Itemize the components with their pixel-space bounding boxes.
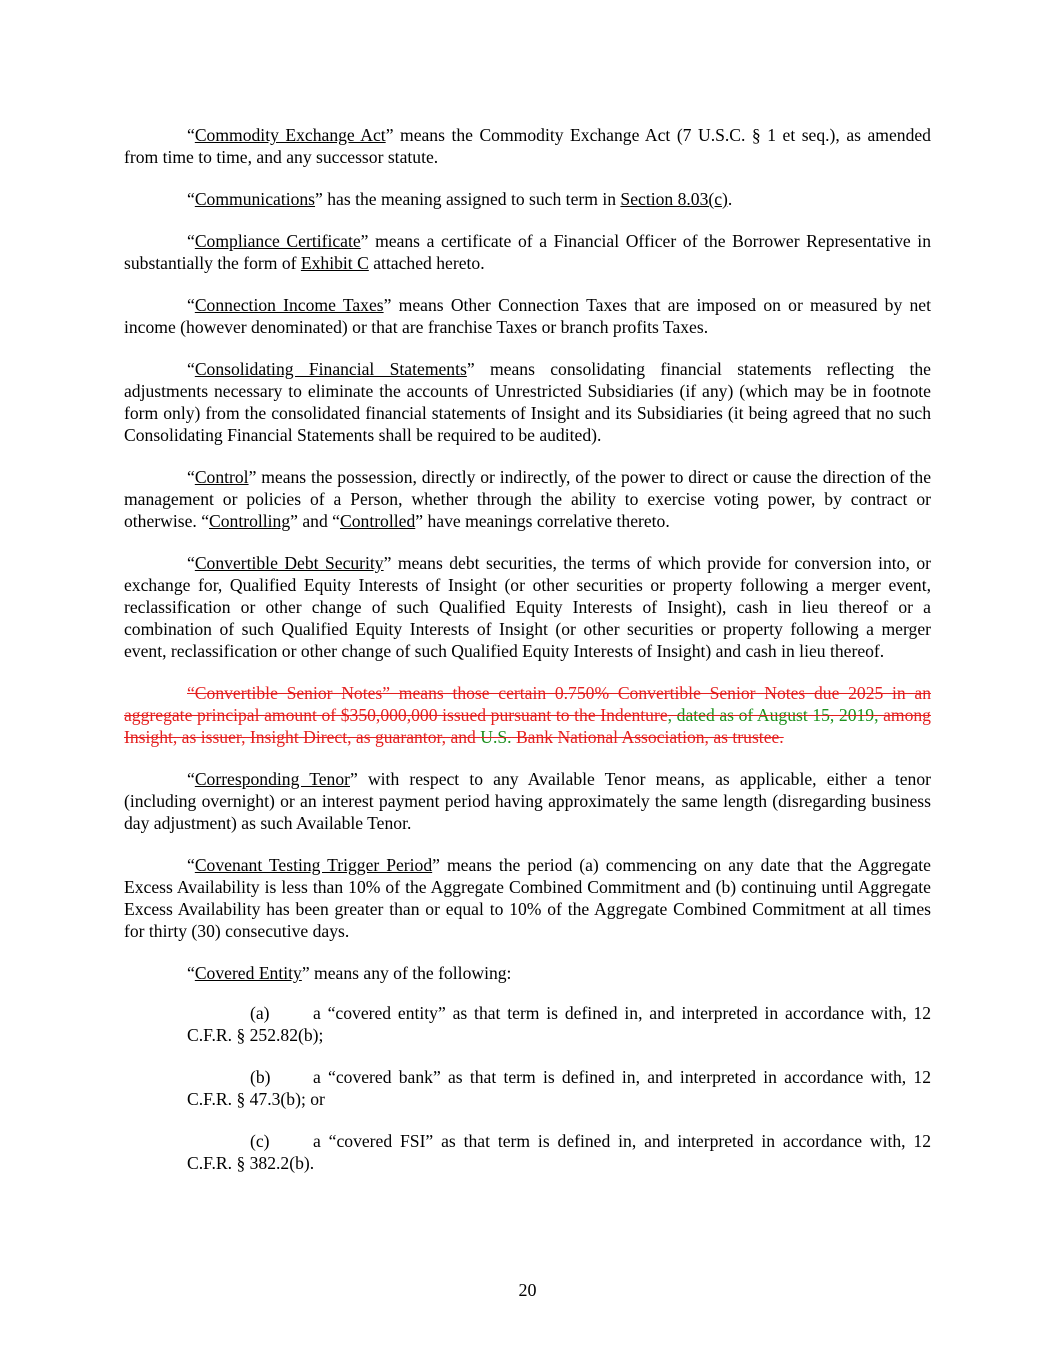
defined-term: Connection Income Taxes [194, 295, 384, 315]
tracked-deletion: among Insight, as issuer, Insight Direct, as guarantor, and [124, 705, 931, 747]
document-body [124, 124, 931, 1194]
tracked-insertion: , dated as of August 15, 2019, [667, 705, 879, 725]
definition-text: means the possession, directly or indirectly, of the power to direct or cause the direction of the management or policies of a Person, whether through the ability to exercise voting power, by contract or otherwise. “ [124, 467, 931, 531]
clause-label: (a) [250, 1003, 270, 1023]
tracked-deletion: “Convertible Senior Notes” means those certain 0.750% Convertible Senior Notes due 2025 in an aggregate principal amount of $350,000,000 issued pursuant to the Indenture [124, 683, 931, 725]
tracked-insertion: U.S. [480, 727, 512, 747]
defined-term: Commodity Exchange Act [194, 125, 386, 145]
definition-covered-entity: “Covered Entity” means any of the following: [187, 963, 512, 983]
defined-term: Convertible Debt Security [194, 553, 384, 573]
definition-control: “Control” means the possession, directly or indirectly, of the power to direct or cause the direction of the management or policies of a Person, whether through the ability to exercise voting power, by contract or otherwise. “Controlling” and “Controlled” have meanings correlative thereto. [124, 467, 931, 531]
clause-b [187, 1066, 931, 1110]
clause-a [187, 1002, 931, 1046]
definition-consolidating-financial-statements: “Consolidating Financial Statements” means consolidating financial statements reflecting the adjustments necessary to eliminate the accounts of Unrestricted Subsidiaries (if any) (which may be in footnote form only) from the consolidated financial statements of Insight and its Subsidiaries (it being agreed that no such Consolidating Financial Statements shall be required to be audited). [124, 359, 931, 445]
definition-text: means the period (a) commencing on any date that the Aggregate Excess Availability is less than 10% of the Aggregate Combined Commitment and (b) continuing until Aggregate Excess Availability has been greater than or equal to 10% of the Aggregate Combined Commitment at all times for thirty (30) consecutive days. [124, 855, 931, 941]
definition-text-end: . [727, 189, 733, 209]
definition-text: means a certificate of a Financial Officer of the Borrower Representative in substantially the form of [124, 231, 931, 273]
definition-text: means any of the following: [309, 963, 512, 983]
defined-term: Covered Entity [194, 963, 302, 983]
tracked-deletion: Bank National Association, as trustee. [511, 727, 784, 747]
definition-text-end: ” have meanings correlative thereto. [415, 511, 670, 531]
definition-commodity-exchange-act: “Commodity Exchange Act” means the Commodity Exchange Act (7 U.S.C. § 1 et seq.), as amended from time to time, and any successor statute. [124, 125, 931, 167]
defined-term: Consolidating Financial Statements [194, 359, 467, 379]
defined-term: Control [194, 467, 249, 487]
definition-covenant-testing-trigger-period: “Covenant Testing Trigger Period” means the period (a) commencing on any date that the Aggregate Excess Availability is less than 10% of the Aggregate Combined Commitment and (b) continuing until Aggregate Excess Availability has been greater than or equal to 10% of the Aggregate Combined Commitment at all times for thirty (30) consecutive days. [124, 855, 931, 941]
defined-term: Corresponding Tenor [194, 769, 350, 789]
defined-term: Compliance Certificate [194, 231, 361, 251]
definition-convertible-senior-notes-deleted [124, 682, 931, 748]
defined-term-controlling: Controlling [209, 511, 291, 531]
exhibit-reference-link[interactable]: Exhibit C [300, 253, 369, 273]
page-number: 20 [518, 1280, 537, 1300]
clause-text: a “covered bank” as that term is defined in, and interpreted in accordance with, 12 C.F.R. § 47.3(b); or [187, 1067, 931, 1109]
definition-text: with respect to any Available Tenor means, as applicable, either a tenor (including overnight) or an interest payment period having approximately the same length (disregarding business day adjustment) as such Available Tenor. [124, 769, 931, 833]
clause-text: a “covered entity” as that term is defined in, and interpreted in accordance with, 12 C.F.R. § 252.82(b); [187, 1003, 931, 1045]
clause-c [187, 1130, 931, 1174]
definition-corresponding-tenor: “Corresponding Tenor” with respect to any Available Tenor means, as applicable, either a tenor (including overnight) or an interest payment period having approximately the same length (disregarding business day adjustment) as such Available Tenor. [124, 769, 931, 833]
section-reference-link[interactable]: Section 8.03(c) [620, 189, 728, 209]
definition-compliance-certificate: “Compliance Certificate” means a certificate of a Financial Officer of the Borrower Representative in substantially the form of Exhibit C attached hereto. [124, 231, 931, 273]
definition-text-end: attached hereto. [368, 253, 485, 273]
definition-convertible-debt-security: “Convertible Debt Security” means debt securities, the terms of which provide for conversion into, or exchange for, Qualified Equity Interests of Insight (or other securities or property following a merger event, reclassification or other change of such Qualified Equity Interests of Insight), cash in lieu thereof or a combination of such Qualified Equity Interests of Insight (or other securities or property following a merger event, reclassification or other change of such Qualified Equity Interests of Insight) and cash in lieu thereof. [124, 553, 931, 661]
definition-communications: “Communications” has the meaning assigned to such term in Section 8.03(c). [187, 189, 733, 209]
definition-text: means Other Connection Taxes that are imposed on or measured by net income (however denominated) or that are franchise Taxes or branch profits Taxes. [124, 295, 931, 337]
defined-term: Covenant Testing Trigger Period [194, 855, 433, 875]
definition-text: means consolidating financial statements reflecting the adjustments necessary to eliminate the accounts of Unrestricted Subsidiaries (if any) (which may be in footnote form only) from the consolidated financial statements of Insight and its Subsidiaries (it being agreed that no such Consolidating Financial Statements shall be required to be audited). [124, 359, 931, 445]
definition-connection-income-taxes: “Connection Income Taxes” means Other Connection Taxes that are imposed on or measured by net income (however denominated) or that are franchise Taxes or branch profits Taxes. [124, 295, 931, 337]
clause-label: (c) [250, 1131, 270, 1151]
defined-term-controlled: Controlled [339, 511, 416, 531]
definition-text: means debt securities, the terms of which provide for conversion into, or exchange for, Qualified Equity Interests of Insight (or other securities or property following a merger event, reclassification or other change of such Qualified Equity Interests of Insight), cash in lieu thereof or a combination of such Qualified Equity Interests of Insight (or other securities or property following a merger event, reclassification or other change of such Qualified Equity Interests of Insight) and cash in lieu thereof. [124, 553, 931, 661]
defined-term: Communications [194, 189, 316, 209]
clause-label: (b) [250, 1067, 271, 1087]
definition-text-join: ” and “ [290, 511, 340, 531]
definition-text: means the Commodity Exchange Act (7 U.S.C. § 1 et seq.), as amended from time to time, and any successor statute. [124, 125, 931, 167]
definition-text: has the meaning assigned to such term in [322, 189, 621, 209]
clause-text: a “covered FSI” as that term is defined in, and interpreted in accordance with, 12 C.F.R. § 382.2(b). [187, 1131, 931, 1173]
